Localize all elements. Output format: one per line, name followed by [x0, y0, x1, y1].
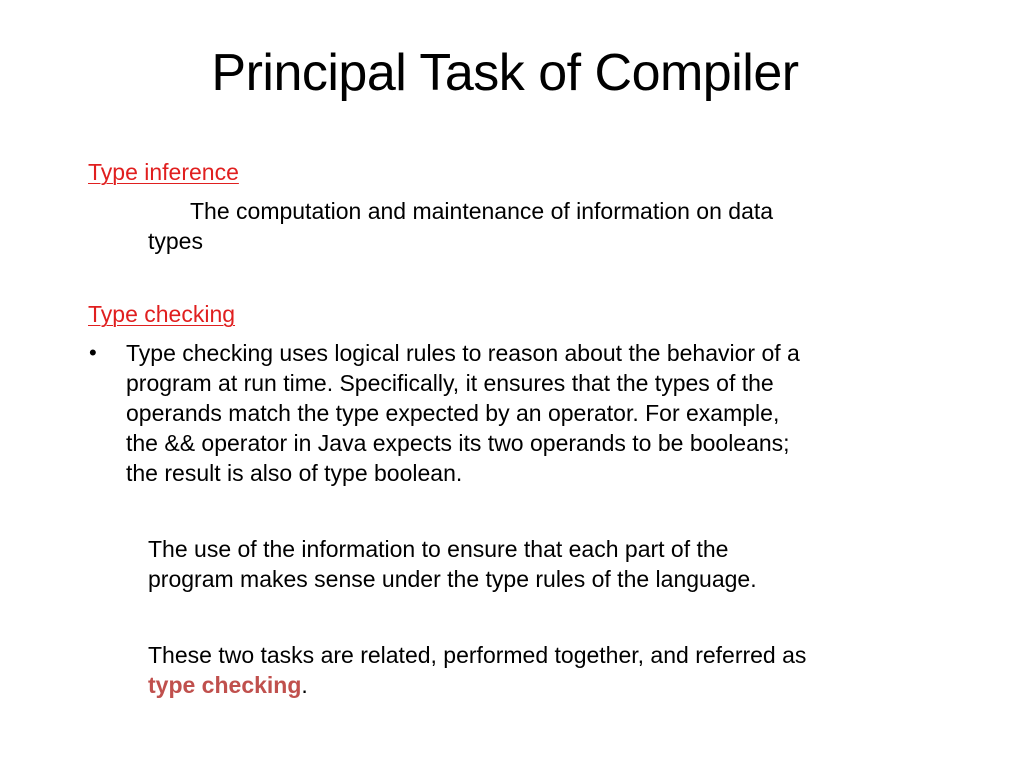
- bullet-line: the result is also of type boolean.: [126, 460, 463, 486]
- paragraph1-line: program makes sense under the type rules of the language.: [148, 566, 757, 592]
- paragraph2-period: .: [301, 672, 308, 698]
- bullet-line: program at run time. Specifically, it ensures that the types of the: [126, 370, 774, 396]
- type-inference-heading: Type inference: [88, 159, 239, 185]
- bullet-marker: •: [89, 340, 97, 365]
- bullet-line: Type checking uses logical rules to reason about the behavior of a: [126, 340, 800, 366]
- paragraph2-line2: [148, 670, 308, 700]
- bullet-line: the && operator in Java expects its two operands to be booleans;: [126, 430, 790, 456]
- type-checking-emphasis: type checking: [148, 672, 302, 698]
- paragraph2-line1: These two tasks are related, performed together, and referred as: [148, 642, 807, 668]
- paragraph1-line: The use of the information to ensure that each part of the: [148, 536, 729, 562]
- bullet-line: operands match the type expected by an operator. For example,: [126, 400, 780, 426]
- type-inference-description-line2: types: [148, 228, 203, 254]
- type-checking-heading: Type checking: [88, 301, 236, 327]
- slide-title: Principal Task of Compiler: [211, 44, 799, 102]
- type-inference-description-line1: The computation and maintenance of information on data: [190, 198, 774, 224]
